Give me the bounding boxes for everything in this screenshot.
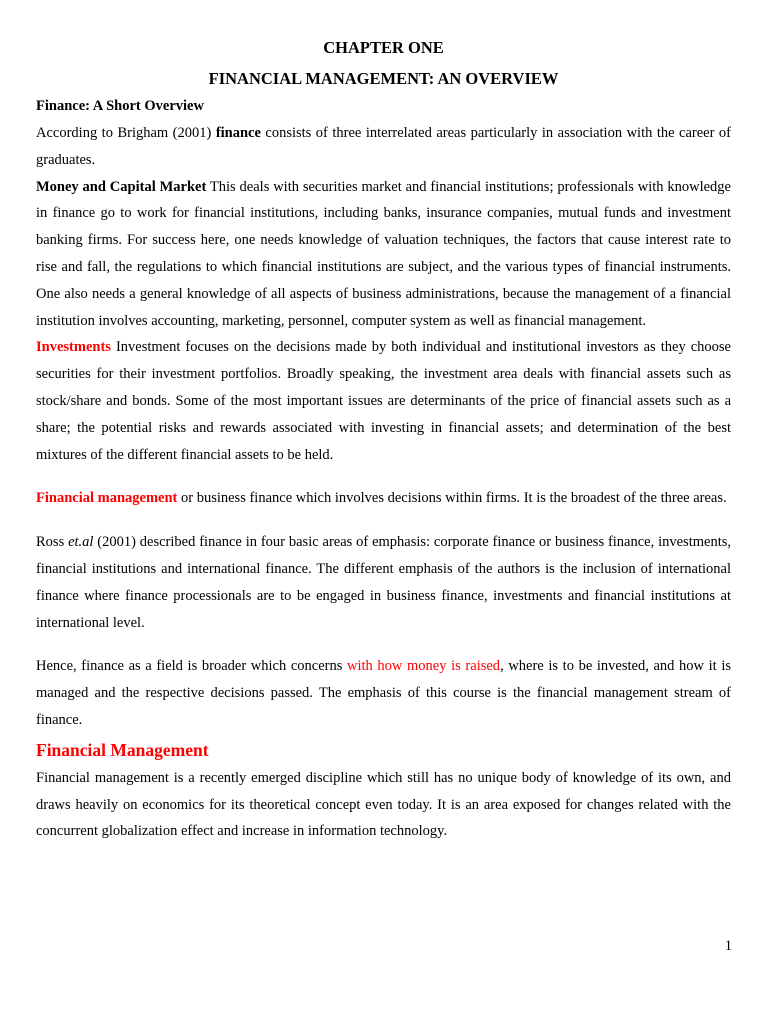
- hence-pre: Hence, finance as a field is broader which concerns: [36, 658, 348, 675]
- investments-lead: Investments: [36, 339, 111, 356]
- chapter-title: CHAPTER ONE: [323, 38, 444, 57]
- ross-post: (2001) described finance in four basic areas of emphasis: corporate finance or business finance, investments, financial institutions and international finance. The different emphasis of the authors is the inclusion of international finance where finance processionals are to be engaged in business finance, investments and financial institutions at international level.: [36, 534, 731, 631]
- investments-text: Investment focuses on the decisions made by both individual and institutional investors as they choose securities for their investment portfolios. Broadly speaking, the investment area deals with financial assets such as stock/share and bonds. Some of the most important issues are determinants of the price of financial assets such as a share; the potential risks and rewards associated with investing in financial assets; and determination of the best mixtures of the different financial assets to be held.: [36, 339, 731, 463]
- financial-management-text: or business finance which involves decisions within firms. It is the broadest of the three areas.: [177, 490, 727, 507]
- paragraph-ross: [36, 529, 731, 636]
- chapter-subtitle: FINANCIAL MANAGEMENT: AN OVERVIEW: [208, 69, 559, 88]
- paragraph-money-capital-market: [36, 174, 731, 335]
- section-heading: Finance: A Short Overview: [36, 98, 204, 114]
- money-capital-market-lead: Money and Capital Market: [36, 178, 207, 195]
- ross-pre: Ross: [36, 534, 69, 551]
- paragraph-financial-management-body: Financial management is a recently emerged discipline which still has no unique body of knowledge of its own, and draws heavily on economics for its theoretical concept even today. It is an area exposed for changes related with the concurrent globalization effect and increase in information technology.: [36, 769, 731, 840]
- paragraph-hence: [36, 653, 731, 733]
- brigham-pre: According to Brigham (2001): [36, 125, 216, 141]
- paragraph-brigham: [36, 120, 731, 174]
- hence-red-phrase: with how money is raised: [347, 658, 501, 675]
- financial-management-lead: Financial management: [36, 490, 178, 507]
- hence-post: , where is to be invested, and how it is managed and the respective decisions passed. The emphasis of this course is the financial management stream of finance.: [36, 658, 732, 728]
- paragraph-financial-management: [36, 485, 731, 512]
- finance-term: finance: [215, 125, 261, 141]
- money-capital-market-text: This deals with securities market and financial institutions; professionals with knowledge in finance go to work for financial institutions, including banks, insurance companies, mutual funds and investment banking firms. For success here, one needs knowledge of valuation techniques, the factors that cause interest rate to rise and fall, the regulations to which financial institutions are subject, and the various types of financial instruments. One also needs a general knowledge of all aspects of business administrations, because the management of a financial institution involves accounting, marketing, personnel, computer system as well as financial management.: [36, 178, 731, 329]
- brigham-post: consists of three interrelated areas particularly in association with the career of graduates.: [36, 125, 731, 168]
- ross-etal: et.al: [68, 534, 94, 551]
- page-number: 1: [724, 938, 732, 954]
- financial-management-heading: Financial Management: [36, 739, 209, 760]
- paragraph-investments: [36, 334, 731, 468]
